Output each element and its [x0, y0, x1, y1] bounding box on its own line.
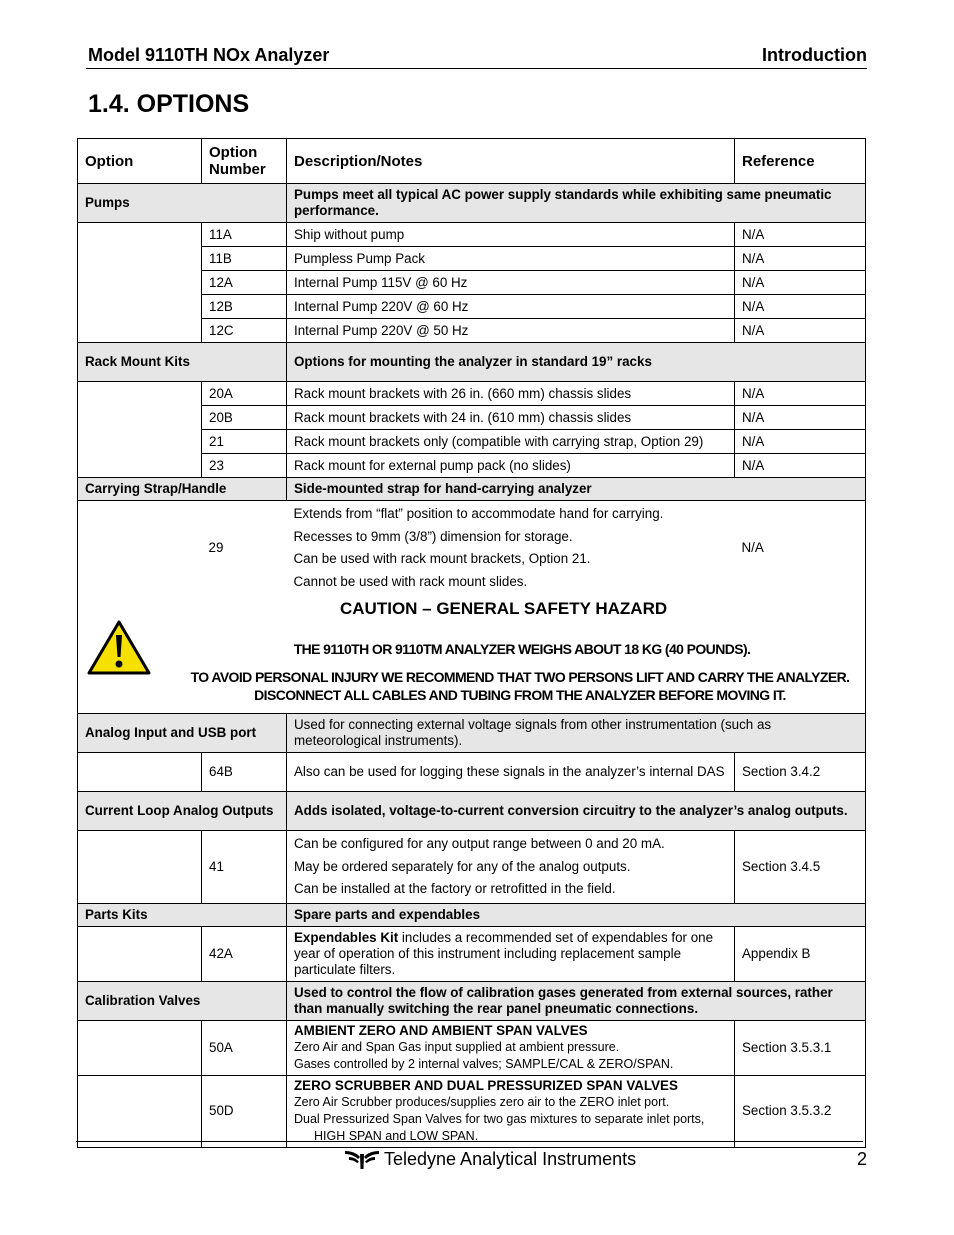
desc-line: Can be used with rack mount brackets, Option 21.: [293, 551, 591, 566]
option-desc: [287, 926, 735, 981]
desc-line: Can be configured for any output range between 0 and 20 mA.: [294, 836, 665, 851]
caution-row: [78, 595, 866, 714]
category-name: Rack Mount Kits: [78, 343, 287, 382]
category-desc: Options for mounting the analyzer in standard 19” racks: [287, 343, 866, 382]
desc-rest: includes a recommended set of expendables for one year of operation of this instrument including replacement sample particulate filters.: [294, 929, 714, 977]
desc-line: Recesses to 9mm (3/8”) dimension for storage.: [293, 528, 573, 544]
table-row: [78, 926, 866, 981]
option-desc: Internal Pump 115V @ 60 Hz: [287, 271, 735, 295]
table-row: [78, 1020, 866, 1075]
page-number: 2: [856, 1149, 867, 1169]
blank-cell: [78, 1020, 202, 1075]
option-number: 64B: [202, 753, 287, 792]
desc-line: Can be installed at the factory or retrofitted in the field.: [294, 881, 616, 896]
table-row: [78, 753, 866, 792]
options-table: [77, 138, 866, 1148]
option-desc: Also can be used for logging these signals in the analyzer’s internal DAS: [287, 753, 735, 792]
blank-cell: [78, 223, 202, 343]
option-ref: Section 3.4.5: [735, 831, 866, 904]
section-title: 1.4. OPTIONS: [88, 90, 250, 118]
desc-bold: Expendables Kit: [294, 929, 399, 945]
option-number: 20B: [202, 406, 287, 430]
category-desc: Side-mounted strap for hand-carrying analyzer: [287, 478, 866, 501]
blank-cell: [78, 382, 202, 478]
option-desc-list: [287, 501, 735, 596]
blank-cell: [78, 753, 202, 792]
option-ref: Section 3.4.2: [735, 753, 866, 792]
option-ref: N/A: [735, 223, 866, 247]
col-header-option: Option: [78, 139, 202, 184]
option-number: 11A: [202, 223, 287, 247]
footer-company: Teledyne Analytical Instruments: [384, 1149, 637, 1169]
footer-divider: [76, 1141, 863, 1142]
category-name: Carrying Strap/Handle: [78, 478, 287, 501]
caution-line-2: TO AVOID PERSONAL INJURY WE RECOMMEND THAT TWO PERSONS LIFT AND CARRY THE ANALYZER. DISCONNECT ALL CABLES AND TUBING FROM THE ANALYZER BEFORE MOVING IT.: [190, 669, 850, 703]
category-row-current-loop: [78, 792, 866, 831]
option-desc-list: [287, 1075, 735, 1147]
option-desc: Rack mount brackets with 24 in. (610 mm) chassis slides: [287, 406, 735, 430]
caution-title: CAUTION – GENERAL SAFETY HAZARD: [340, 599, 668, 618]
category-name: Parts Kits: [78, 903, 287, 926]
option-ref: Appendix B: [735, 926, 866, 981]
option-ref: N/A: [735, 454, 866, 478]
desc-line: Zero Air Scrubber produces/supplies zero air to the ZERO inlet port.: [294, 1094, 670, 1109]
category-name: Analog Input and USB port: [78, 714, 287, 753]
option-desc-list: [287, 831, 735, 904]
category-desc: Pumps meet all typical AC power supply standards while exhibiting same pneumatic performance.: [287, 184, 866, 223]
category-desc: Used for connecting external voltage signals from other instrumentation (such as meteorological instruments).: [287, 714, 866, 753]
blank-cell: [78, 501, 202, 596]
option-number: 41: [202, 831, 287, 904]
category-row-pumps: [78, 184, 866, 223]
header-divider: [86, 68, 867, 69]
option-number: 11B: [202, 247, 287, 271]
table-row: [78, 223, 866, 247]
option-ref: N/A: [735, 382, 866, 406]
option-desc: Internal Pump 220V @ 50 Hz: [287, 319, 735, 343]
blank-cell: [78, 1075, 202, 1147]
option-ref: N/A: [735, 271, 866, 295]
option-number: 50D: [202, 1075, 287, 1147]
blank-cell: [78, 831, 202, 904]
option-ref: Section 3.5.3.2: [735, 1075, 866, 1147]
blank-cell: [78, 926, 202, 981]
table-row: [78, 1075, 866, 1147]
option-ref: Section 3.5.3.1: [735, 1020, 866, 1075]
option-number: 12B: [202, 295, 287, 319]
table-row: [78, 382, 866, 406]
option-ref: N/A: [735, 319, 866, 343]
category-row-strap: [78, 478, 866, 501]
desc-line: HIGH SPAN and LOW SPAN.: [314, 1128, 479, 1143]
desc-line: Dual Pressurized Span Valves for two gas mixtures to separate inlet ports,: [294, 1111, 705, 1126]
caution-box: [78, 595, 866, 714]
option-ref: N/A: [735, 406, 866, 430]
option-desc: Internal Pump 220V @ 60 Hz: [287, 295, 735, 319]
category-desc: Spare parts and expendables: [287, 903, 866, 926]
option-number: 12C: [202, 319, 287, 343]
category-row-analog: [78, 714, 866, 753]
desc-line: Zero Air and Span Gas input supplied at ambient pressure.: [294, 1039, 620, 1054]
col-header-ref: Reference: [735, 139, 866, 184]
header-title: Model 9110TH NOx Analyzer: [88, 45, 330, 65]
header-section: Introduction: [762, 45, 867, 65]
table-row: [78, 831, 866, 904]
option-desc: Ship without pump: [287, 223, 735, 247]
category-name: Pumps: [78, 184, 287, 223]
option-desc: Pumpless Pump Pack: [287, 247, 735, 271]
option-ref: N/A: [735, 247, 866, 271]
option-number: 12A: [202, 271, 287, 295]
category-row-rack: [78, 343, 866, 382]
option-desc: Rack mount for external pump pack (no slides): [287, 454, 735, 478]
option-number: 20A: [202, 382, 287, 406]
option-desc: Rack mount brackets with 26 in. (660 mm) chassis slides: [287, 382, 735, 406]
option-number: 21: [202, 430, 287, 454]
option-desc: Rack mount brackets only (compatible with carrying strap, Option 29): [287, 430, 735, 454]
option-ref: N/A: [735, 501, 866, 596]
option-ref: N/A: [735, 430, 866, 454]
category-desc: Used to control the flow of calibration gases generated from external sources, rather than manually switching the rear panel pneumatic connections.: [287, 981, 866, 1020]
desc-line: May be ordered separately for any of the analog outputs.: [294, 858, 631, 874]
desc-line: Gases controlled by 2 internal valves; SAMPLE/CAL & ZERO/SPAN.: [294, 1056, 674, 1071]
col-header-number: Option Number: [202, 139, 287, 184]
option-ref: N/A: [735, 295, 866, 319]
option-desc-list: [287, 1020, 735, 1075]
category-name: Current Loop Analog Outputs: [78, 792, 287, 831]
category-name: Calibration Valves: [78, 981, 287, 1020]
table-header-row: [78, 139, 866, 184]
option-number: 50A: [202, 1020, 287, 1075]
option-number: 23: [202, 454, 287, 478]
option-number: 29: [202, 501, 287, 596]
teledyne-logo-icon: [345, 1148, 379, 1170]
caution-line-1: THE 9110TH OR 9110TM ANALYZER WEIGHS ABOUT 18 KG (40 POUNDS).: [293, 641, 751, 657]
desc-line: Cannot be used with rack mount slides.: [293, 573, 528, 589]
col-header-desc: Description/Notes: [287, 139, 735, 184]
desc-title: ZERO SCRUBBER AND DUAL PRESSURIZED SPAN VALVES: [294, 1077, 678, 1093]
category-row-parts: [78, 903, 866, 926]
category-row-valves: [78, 981, 866, 1020]
desc-line: Extends from “flat” position to accommodate hand for carrying.: [293, 506, 664, 521]
table-row: [78, 501, 866, 596]
category-desc: Adds isolated, voltage-to-current conversion circuitry to the analyzer’s analog outputs.: [287, 792, 866, 831]
option-number: 42A: [202, 926, 287, 981]
desc-title: AMBIENT ZERO AND AMBIENT SPAN VALVES: [294, 1022, 588, 1038]
